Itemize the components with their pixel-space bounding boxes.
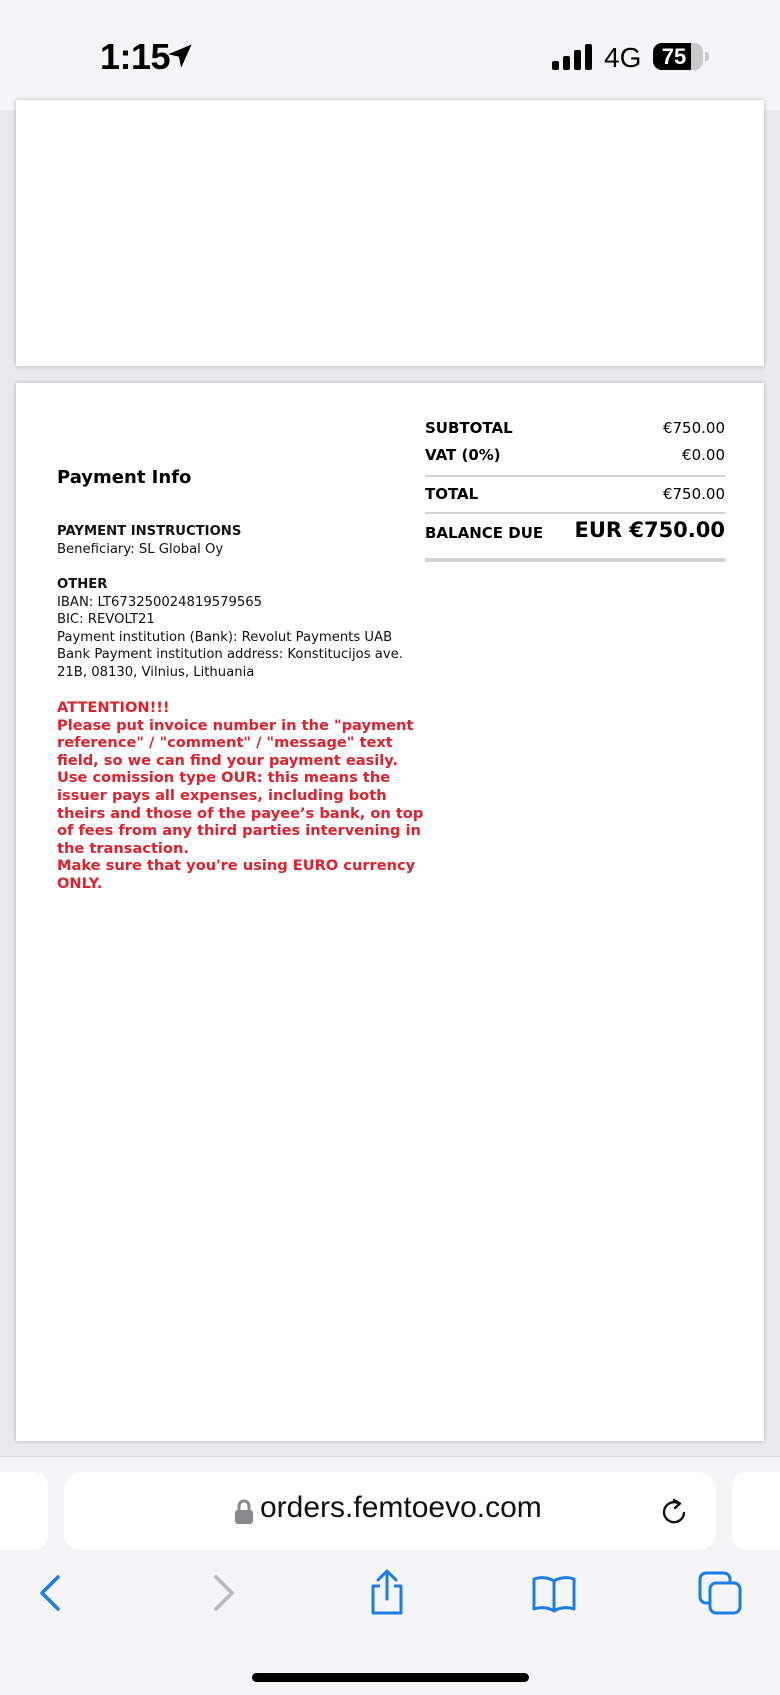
balance-due-value: EUR €750.00 [574, 518, 725, 542]
attention-currency-note: Make sure that you're using EURO currency ONLY. [57, 857, 416, 892]
other-details [57, 576, 417, 682]
back-icon[interactable] [28, 1569, 76, 1617]
address-bar[interactable] [64, 1472, 716, 1550]
network-type: 4G [604, 42, 642, 73]
other-heading: OTHER [57, 577, 108, 592]
payment-instructions-heading: PAYMENT INSTRUCTIONS [57, 524, 242, 539]
attention-heading: ATTENTION!!! [57, 699, 170, 716]
attention-commission-note: Use comission type OUR: this means the issuer pays all expenses, including both theirs and those of the payee’s bank, on top of fees from any third parties intervening in the transaction. [57, 769, 424, 857]
status-bar [0, 0, 780, 110]
lock-icon [234, 1499, 254, 1525]
invoice-page [16, 383, 764, 1441]
vat-row [425, 446, 725, 473]
signal-icon [552, 44, 592, 70]
tabs-icon[interactable] [696, 1569, 744, 1617]
location-arrow-icon [166, 42, 194, 70]
iban: IBAN: LT673250024819579565 [57, 594, 263, 610]
divider [425, 558, 725, 562]
bookmarks-icon[interactable] [530, 1569, 578, 1617]
total-row [425, 485, 725, 512]
divider [425, 475, 725, 477]
vat-value: €0.00 [682, 446, 725, 464]
forward-icon[interactable] [198, 1569, 246, 1617]
attention-notice [57, 699, 427, 893]
reload-icon[interactable] [660, 1497, 690, 1527]
url-text[interactable]: orders.femtoevo.com [260, 1491, 542, 1524]
total-label: TOTAL [425, 485, 479, 503]
balance-due-label: BALANCE DUE [425, 524, 544, 542]
previous-tab-preview[interactable] [0, 1472, 48, 1550]
battery-level: 75 [661, 44, 687, 69]
bic: BIC: REVOLT21 [57, 612, 155, 628]
next-tab-preview[interactable] [732, 1472, 780, 1550]
payment-info-title: Payment Info [57, 467, 192, 488]
battery-icon [653, 43, 703, 70]
bank-name: Payment institution (Bank): Revolut Payments UAB [57, 629, 393, 645]
home-indicator[interactable] [252, 1673, 529, 1682]
payment-instructions [57, 523, 417, 558]
subtotal-value: €750.00 [662, 419, 725, 437]
totals-table [425, 419, 725, 562]
status-time: 1:15 [100, 36, 171, 77]
share-icon[interactable] [363, 1569, 411, 1617]
subtotal-row [425, 419, 725, 446]
beneficiary: Beneficiary: SL Global Oy [57, 541, 224, 557]
balance-due-row [425, 514, 725, 558]
attention-reference-note: Please put invoice number in the "payment reference" / "comment" / "message" text field, so we can find your payment easily. [57, 716, 414, 769]
browser-toolbar [0, 1456, 780, 1695]
subtotal-label: SUBTOTAL [425, 419, 513, 437]
bank-address: Bank Payment institution address: Konstitucijos ave. 21B, 08130, Vilnius, Lithuania [57, 647, 403, 680]
vat-label: VAT (0%) [425, 446, 501, 464]
total-value: €750.00 [662, 485, 725, 503]
invoice-page-previous [16, 100, 764, 366]
